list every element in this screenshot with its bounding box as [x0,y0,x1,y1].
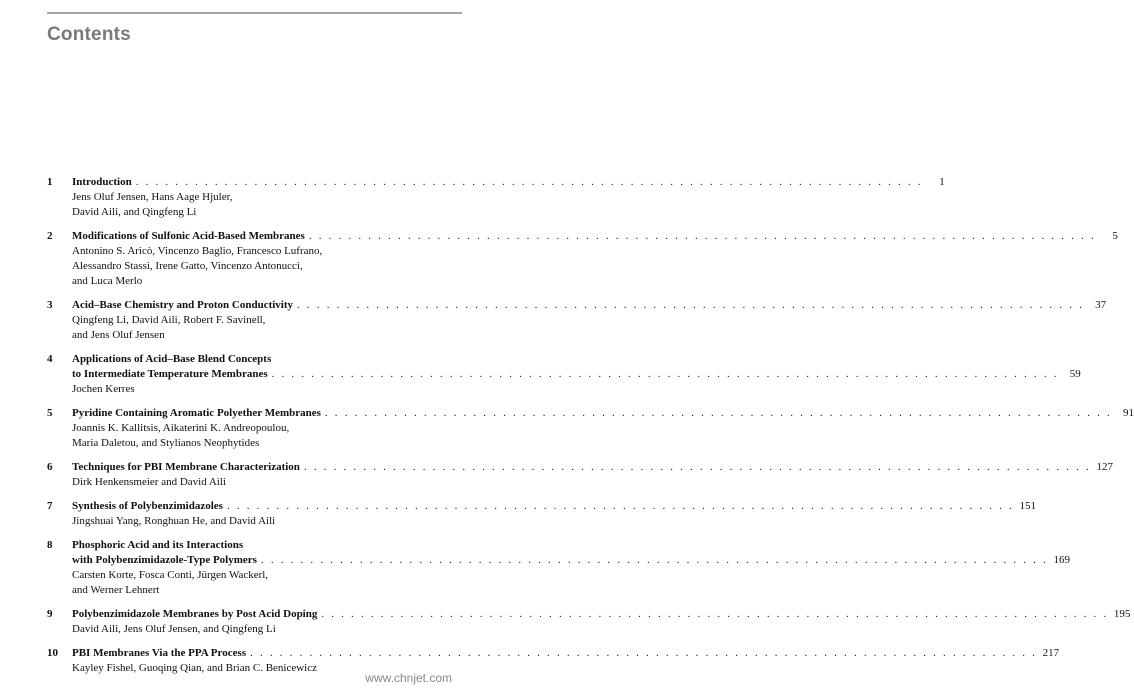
chapter-number: 10 [47,647,58,659]
toc-entry-body [72,460,1113,490]
chapter-number: 3 [47,299,53,311]
page-number: 37 [1095,299,1107,311]
chapter-authors: Alessandro Stassi, Irene Gatto, Vincenzo Antonucci, [72,260,303,272]
page-number: 91 [1122,407,1134,419]
chapter-title-row [72,553,1070,568]
chapter-title[interactable]: to Intermediate Temperature Membranes [72,368,268,380]
chapter-title-row [72,607,1131,622]
chapter-number: 1 [47,176,53,188]
leader-dots: . . . . . . . . . . . . . . . . . . . . . . . . . . . . . . . . . . . . . . . . . . . . . . . . . . . . . . . . . . . . . . . . . . . . . . . . . . . . . . . . [271,368,1059,380]
leader-dots: . . . . . . . . . . . . . . . . . . . . . . . . . . . . . . . . . . . . . . . . . . . . . . . . . . . . . . . . . . . . . . . . . . . . . . . . . . . . . . . . [297,299,1085,311]
chapter-number: 5 [47,407,53,419]
chapter-title-row [72,175,945,190]
chapter-authors: Maria Daletou, and Stylianos Neophytides [72,437,260,449]
toc-entry-body [72,229,1118,289]
chapter-title-row [72,298,1107,313]
chapter-title[interactable]: Acid–Base Chemistry and Proton Conductivity [72,299,294,311]
chapter-number: 8 [47,539,53,551]
chapter-title-row [72,499,1037,514]
chapter-number: 7 [47,500,53,512]
toc-entry-body [72,406,1134,451]
chapter-title-line: Applications of Acid–Base Blend Concepts [72,353,272,365]
toc-entry-body [72,538,1070,598]
page-number: 127 [1096,461,1113,473]
leader-dots: . . . . . . . . . . . . . . . . . . . . . . . . . . . . . . . . . . . . . . . . . . . . . . . . . . . . . . . . . . . . . . . . . . . . . . . . . . . . . . . . [303,461,1091,473]
page-number: 169 [1053,554,1070,566]
chapter-authors: Carsten Korte, Fosca Conti, Jürgen Wackerl, [72,569,269,581]
chapter-title[interactable]: Modifications of Sulfonic Acid-Based Membranes [72,230,305,242]
toc-entry[interactable] [47,298,1107,343]
toc-entry[interactable] [47,538,1070,598]
chapter-authors: David Aili, Jens Oluf Jensen, and Qingfeng Li [72,623,276,635]
toc-entry[interactable] [47,499,1037,529]
toc-entry-body [72,352,1081,397]
chapter-number: 4 [47,353,53,365]
chapter-authors: David Aili, and Qingfeng Li [72,206,197,218]
toc-entry[interactable] [47,460,1113,490]
chapter-title[interactable]: Synthesis of Polybenzimidazoles [72,500,223,512]
toc-entry-body [72,499,1037,529]
page-title: Contents [47,24,131,45]
chapter-title[interactable]: with Polybenzimidazole-Type Polymers [72,554,257,566]
chapter-number: 9 [47,608,53,620]
table-of-contents [47,175,1134,685]
page-number: 5 [1112,230,1118,242]
leader-dots: . . . . . . . . . . . . . . . . . . . . . . . . . . . . . . . . . . . . . . . . . . . . . . . . . . . . . . . . . . . . . . . . . . . . . . . . . . . . . . . . [308,230,1096,242]
chapter-title-row [72,646,1060,661]
toc-entry[interactable] [47,352,1081,397]
top-rule [47,12,462,14]
toc-entry[interactable] [47,229,1118,289]
chapter-title[interactable]: Polybenzimidazole Membranes by Post Acid Doping [72,608,318,620]
toc-entry[interactable] [47,607,1131,637]
chapter-title[interactable]: Pyridine Containing Aromatic Polyether Membranes [72,407,321,419]
watermark: www.chnjet.com [365,671,452,685]
chapter-title[interactable]: PBI Membranes Via the PPA Process [72,647,247,659]
toc-entry[interactable] [47,406,1134,451]
chapter-authors: and Jens Oluf Jensen [72,329,165,341]
chapter-authors: Joannis K. Kallitsis, Aikaterini K. Andreopoulou, [72,422,290,434]
leader-dots: . . . . . . . . . . . . . . . . . . . . . . . . . . . . . . . . . . . . . . . . . . . . . . . . . . . . . . . . . . . . . . . . . . . . . . . . . . . . . . . . [324,407,1112,419]
leader-dots: . . . . . . . . . . . . . . . . . . . . . . . . . . . . . . . . . . . . . . . . . . . . . . . . . . . . . . . . . . . . . . . . . . . . . . . . . . . . . . . . [321,608,1109,620]
toc-entry-body [72,298,1107,343]
leader-dots: . . . . . . . . . . . . . . . . . . . . . . . . . . . . . . . . . . . . . . . . . . . . . . . . . . . . . . . . . . . . . . . . . . . . . . . . . . . . . . . . [260,554,1048,566]
page-number: 1 [939,176,945,188]
chapter-title[interactable]: Techniques for PBI Membrane Characterization [72,461,300,473]
leader-dots: . . . . . . . . . . . . . . . . . . . . . . . . . . . . . . . . . . . . . . . . . . . . . . . . . . . . . . . . . . . . . . . . . . . . . . . . . . . . . . . . [135,176,923,188]
chapter-number: 2 [47,230,53,242]
chapter-title-line: Phosphoric Acid and its Interactions [72,539,244,551]
chapter-authors: and Luca Merlo [72,275,143,287]
chapter-authors: Jingshuai Yang, Ronghuan He, and David Aili [72,515,276,527]
chapter-authors: Antonino S. Aricò, Vincenzo Baglio, Francesco Lufrano, [72,245,323,257]
chapter-title[interactable]: Introduction [72,176,132,188]
chapter-title-row [72,406,1134,421]
chapter-authors: and Werner Lehnert [72,584,160,596]
chapter-authors: Jochen Kerres [72,383,135,395]
chapter-number: 6 [47,461,53,473]
chapter-authors: Jens Oluf Jensen, Hans Aage Hjuler, [72,191,233,203]
leader-dots: . . . . . . . . . . . . . . . . . . . . . . . . . . . . . . . . . . . . . . . . . . . . . . . . . . . . . . . . . . . . . . . . . . . . . . . . . . . . . . . . [250,647,1038,659]
toc-entry-body [72,607,1131,637]
chapter-title-row [72,460,1113,475]
page-number: 59 [1069,368,1081,380]
leader-dots: . . . . . . . . . . . . . . . . . . . . . . . . . . . . . . . . . . . . . . . . . . . . . . . . . . . . . . . . . . . . . . . . . . . . . . . . . . . . . . . . [226,500,1015,512]
toc-entry[interactable] [47,175,945,220]
chapter-authors: Kayley Fishel, Guoqing Qian, and Brian C. Benicewicz [72,662,318,674]
chapter-title-row [72,367,1081,382]
page-number: 217 [1042,647,1060,659]
page-number: 195 [1113,608,1131,620]
chapter-authors: Qingfeng Li, David Aili, Robert F. Savinell, [72,314,266,326]
chapter-authors: Dirk Henkensmeier and David Aili [72,476,226,488]
toc-entry-body [72,175,945,220]
chapter-title-row [72,229,1118,244]
page-number: 151 [1019,500,1037,512]
